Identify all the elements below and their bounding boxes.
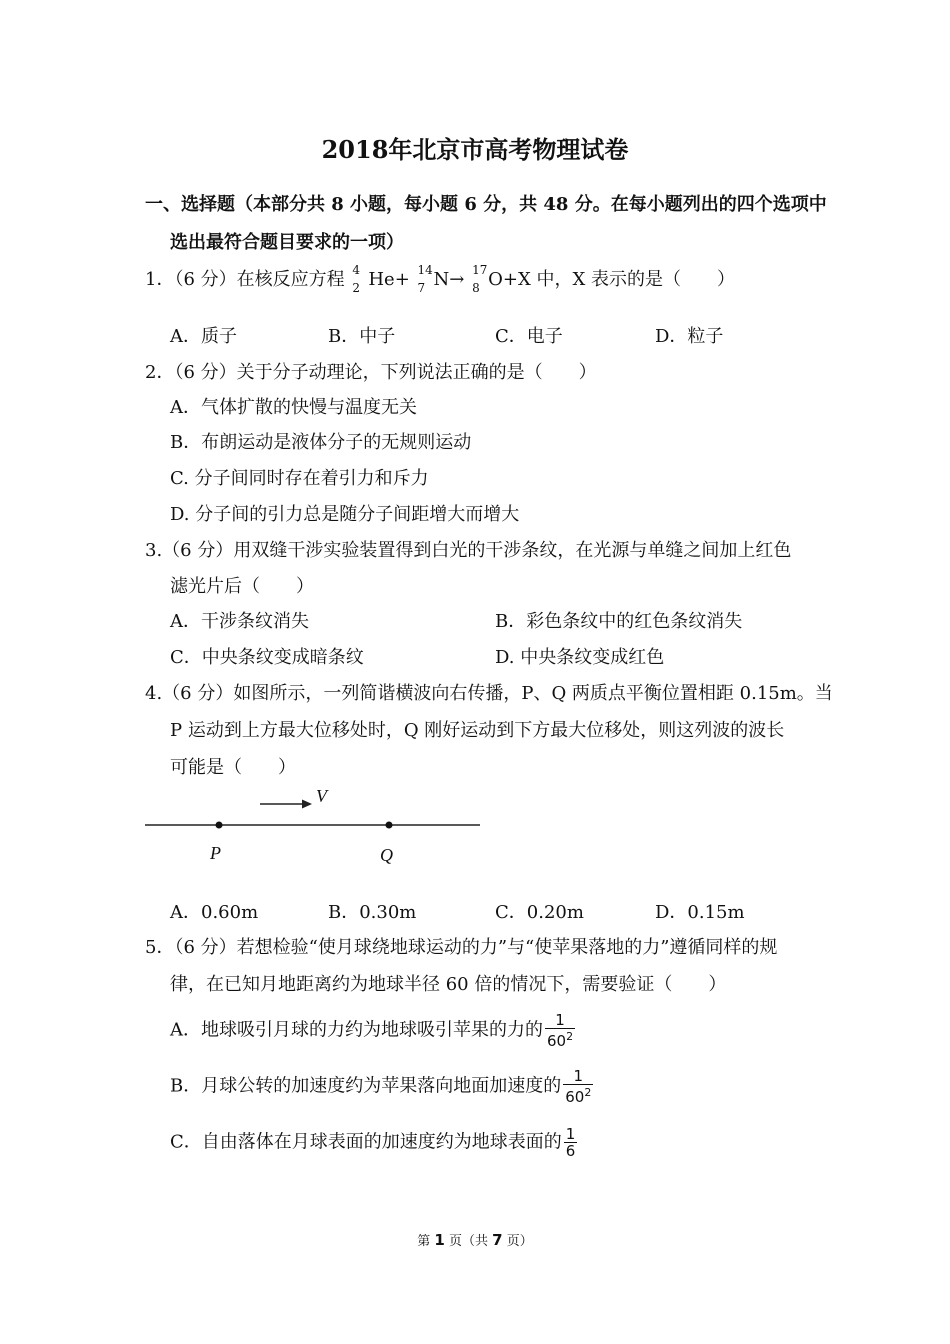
q2-option-a: A．气体扩散的快慢与温度无关 xyxy=(170,397,417,418)
q2-option-d: D. 分子间的引力总是随分子间距增大而增大 xyxy=(170,504,520,525)
q3-option-a: A．干涉条纹消失 xyxy=(170,611,309,632)
velocity-label: V xyxy=(316,786,327,806)
question-2-stem: 2．（6 分）关于分子动理论，下列说法正确的是（ ） xyxy=(145,362,597,383)
q5-option-c xyxy=(170,1126,577,1159)
point-q-label: Q xyxy=(380,845,393,865)
question-3-stem-line2: 滤光片后（ ） xyxy=(170,576,314,597)
question-4-stem-line3: 可能是（ ） xyxy=(170,757,296,778)
question-5-stem-line1: 5．（6 分）若想检验“使月球绕地球运动的力”与“使苹果落地的力”遵循同样的规 xyxy=(145,937,778,958)
he-symbol: He+ xyxy=(368,269,410,290)
q2-option-b: B．布朗运动是液体分子的无规则运动 xyxy=(170,432,472,453)
q4-option-d: D．0.15m xyxy=(655,902,745,923)
n-symbol: N→ xyxy=(433,269,465,290)
q3-option-d: D. 中央条纹变成红色 xyxy=(495,647,665,668)
q5-option-a-text: A．地球吸引月球的力约为地球吸引苹果的力的 xyxy=(170,1019,543,1041)
point-p-label: P xyxy=(210,843,221,863)
point-q-dot xyxy=(386,822,393,829)
q4-option-a: A．0.60m xyxy=(170,902,259,923)
question-5-stem-line2: 律，在已知月地距离约为地球半径 60 倍的情况下，需要验证（ ） xyxy=(170,974,727,995)
q1-prefix: 1．（6 分）在核反应方程 xyxy=(145,269,345,290)
q5-option-b xyxy=(170,1068,593,1105)
q1-option-a: A．质子 xyxy=(170,326,237,347)
total-page-count: 7 xyxy=(492,1231,503,1249)
fraction-one-over-sixty-squared: $\frac{1}{60^2}$ xyxy=(565,1067,592,1106)
page-title: 2018年北京市高考物理试卷 xyxy=(321,135,629,164)
he-isotope-indices: 4 2 xyxy=(352,263,360,295)
q1-option-d: D．粒子 xyxy=(655,326,724,347)
o-isotope-indices: 17 8 xyxy=(472,263,488,295)
q5-option-a xyxy=(170,1012,575,1049)
question-4-stem-line2: P 运动到上方最大位移处时，Q 刚好运动到下方最大位移处，则这列波的波长 xyxy=(170,720,785,741)
n-isotope-indices: 14 7 xyxy=(417,263,433,295)
velocity-arrow-icon xyxy=(260,800,312,809)
question-3-stem-line1: 3.（6 分）用双缝干涉实验装置得到白光的干涉条纹，在光源与单缝之间加上红色 xyxy=(145,540,792,561)
question-1-stem xyxy=(145,265,735,295)
o-symbol: O+X 中，X 表示的是（ ） xyxy=(488,269,736,290)
q4-option-c: C．0.20m xyxy=(495,902,584,923)
q3-option-c: C．中央条纹变成暗条纹 xyxy=(170,647,364,668)
section-heading-line2: 选出最符合题目要求的一项） xyxy=(170,232,404,253)
fraction-one-over-six: $\frac{1}{6}$ xyxy=(565,1125,576,1160)
question-4-stem-line1: 4.（6 分）如图所示，一列简谐横波向右传播，P、Q 两质点平衡位置相距 0.15m。当 xyxy=(145,683,833,704)
fraction-one-over-sixty-squared: $\frac{1}{60^2}$ xyxy=(547,1011,574,1050)
point-p-dot xyxy=(216,822,223,829)
q4-option-b: B．0.30m xyxy=(328,902,417,923)
q5-option-c-text: C．自由落体在月球表面的加速度约为地球表面的 xyxy=(170,1131,562,1153)
section-heading-line1: 一、选择题（本部分共 8 小题，每小题 6 分，共 48 分。在每小题列出的四个选项中 xyxy=(145,194,827,215)
q3-option-b: B．彩色条纹中的红色条纹消失 xyxy=(495,611,743,632)
q1-option-c: C．电子 xyxy=(495,326,563,347)
wave-diagram xyxy=(140,785,490,875)
page-footer: 第 1 页（共 7 页） xyxy=(417,1231,533,1249)
q1-option-b: B．中子 xyxy=(328,326,396,347)
current-page-number: 1 xyxy=(434,1231,445,1249)
q2-option-c: C. 分子间同时存在着引力和斥力 xyxy=(170,468,429,489)
q5-option-b-text: B．月球公转的加速度约为苹果落向地面加速度的 xyxy=(170,1075,562,1097)
